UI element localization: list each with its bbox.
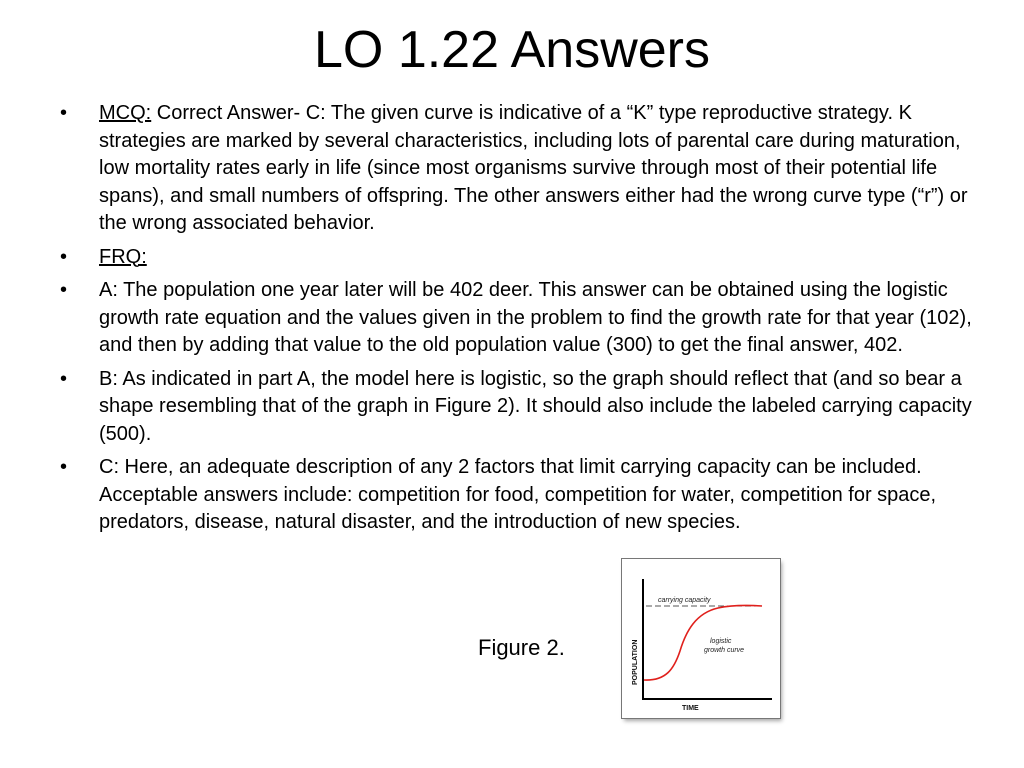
slide-title: LO 1.22 Answers: [314, 21, 710, 79]
bullet-glyph: •: [60, 102, 68, 124]
figure-caption: Figure 2.: [478, 635, 565, 660]
list-item-frq: [52, 244, 972, 272]
logistic-growth-graph: [622, 559, 780, 718]
carrying-capacity-label: carrying capacity: [658, 597, 711, 604]
x-axis-label: TIME: [682, 705, 699, 712]
frq-lead: FRQ:: [99, 245, 147, 268]
list-item-part-b: [52, 366, 972, 449]
bullet-glyph: •: [60, 279, 68, 301]
mcq-answer-text: Correct Answer- C: The given curve is indicative of a “K” type reproductive strategy. K strategies are marked by several characteristics, including lots of parental care during maturation, low mortality rates early in life (since most organisms survive through most of their potential life spans), and small numbers of offspring. The other answers either had the wrong curve type (“r”) or the wrong associated behavior.: [99, 102, 968, 234]
mcq-lead: MCQ:: [99, 102, 152, 124]
y-axis-label: POPULATION: [632, 639, 639, 685]
logistic-growth-figure: [622, 559, 780, 718]
part-c-text: C: Here, an adequate description of any 2 factors that limit carrying capacity can be included. Acceptable answers include: competition for food, competition for water, competition for space, predators, disease, natural disaster, and the introduction of new species.: [99, 456, 937, 533]
part-b-text: B: As indicated in part A, the model here is logistic, so the graph should reflect that (and so bear a shape resembling that of the graph in Figure 2). It should also include the labeled carrying capacity (500).: [99, 367, 972, 445]
bullet-glyph: •: [60, 245, 68, 268]
curve-label-line-2: growth curve: [704, 647, 745, 654]
part-a-text: A: The population one year later will be 402 deer. This answer can be obtained using the logistic growth rate equation and the values given in the problem to find the growth rate for that year (102), and then by adding that value to the old population value (300) to get the final answer, 402.: [99, 279, 972, 356]
curve-label-line-1: logistic: [710, 638, 732, 645]
answer-list: [52, 100, 972, 543]
bullet-glyph: •: [60, 456, 68, 478]
list-item-part-c: [52, 454, 972, 537]
bullet-glyph: •: [60, 367, 68, 390]
list-item-part-a: [52, 277, 972, 360]
logistic-curve: [644, 605, 762, 680]
list-item-mcq: [52, 100, 972, 238]
